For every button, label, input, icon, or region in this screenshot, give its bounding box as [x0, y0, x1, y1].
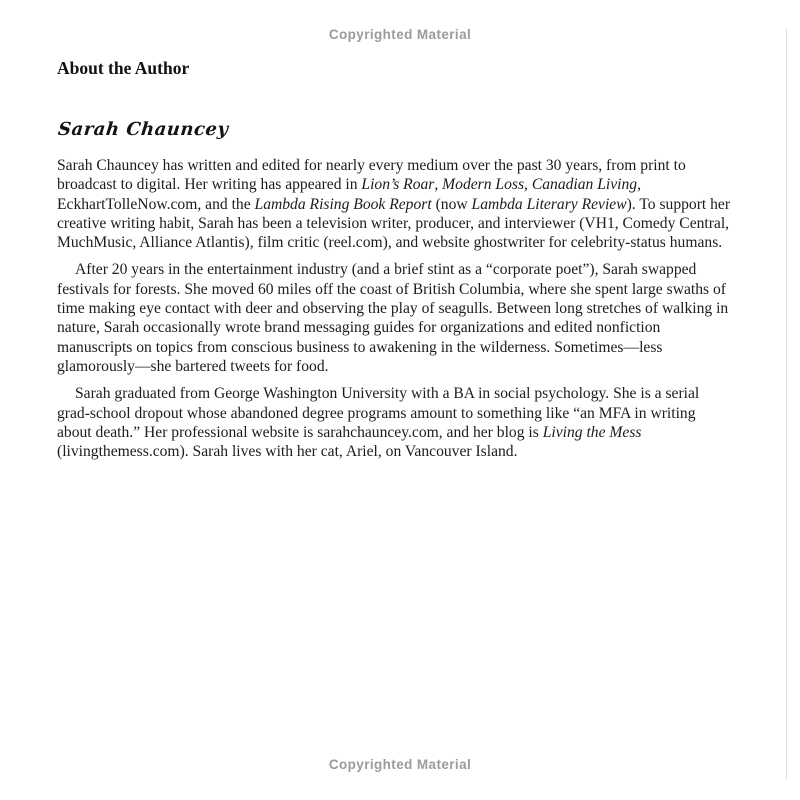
italic-text-run: Lion’s Roar — [361, 176, 435, 194]
italic-text-run: Modern Loss — [442, 176, 525, 194]
text-run: (livingthemess.com). Sarah lives with her cat, Ariel, on Vancouver Island. — [57, 443, 518, 461]
copyright-watermark-top: Copyrighted Material — [328, 27, 472, 42]
paragraph — [57, 384, 733, 461]
italic-text-run: Lambda Rising Book Report — [254, 195, 432, 213]
text-run: ). To support her creative writing habit, Sarah has been a television writer, producer, and interviewer (VH1, Comedy Central, MuchMusic, Alliance Atlantis), film critic (reel.com), and website ghostwriter for celebrity-status humans. — [57, 195, 731, 252]
paragraph — [57, 260, 733, 376]
page-content — [57, 58, 733, 461]
text-run: Sarah graduated from George Washington University with a BA in social psychology. She is a serial grad-school dropout whose abandoned degree programs amount to something like “an MFA in writing about death.” Her professional website is sarahchauncey.com, and her blog is — [57, 385, 700, 441]
text-run: , EckhartTolleNow.com, and the — [57, 176, 641, 213]
italic-text-run: Lambda Literary Review — [471, 195, 627, 213]
author-signature: Sarah Chauncey — [57, 119, 230, 140]
text-run: , — [524, 176, 532, 194]
page-title: About the Author — [57, 58, 190, 78]
italic-text-run: Living the Mess — [542, 423, 642, 441]
copyright-watermark-bottom: Copyrighted Material — [328, 757, 472, 772]
paragraph — [57, 156, 733, 252]
text-run: Sarah Chauncey has written and edited for nearly every medium over the past 30 years, from print to broadcast to digital. Her writing has appeared in — [57, 157, 686, 194]
text-run: , — [434, 176, 443, 194]
page-edge-line — [786, 28, 787, 780]
text-run: After 20 years in the entertainment industry (and a brief stint as a “corporate poet”), Sarah swapped festivals for forests. She moved 60 miles off the coast of British Columbia, where she spent large swaths of time making eye contact with deer and observing the play of seagulls. Between long stretches of walking in nature, Sarah occasionally wrote brand messaging guides for organizations and edited nonfiction manuscripts on topics from conscious business to awakening in the wilderness. Sometimes—less glamorously—she bartered tweets for food. — [57, 261, 729, 375]
author-bio — [57, 156, 733, 461]
text-run: (now — [431, 195, 472, 213]
italic-text-run: Canadian Living — [531, 176, 638, 194]
